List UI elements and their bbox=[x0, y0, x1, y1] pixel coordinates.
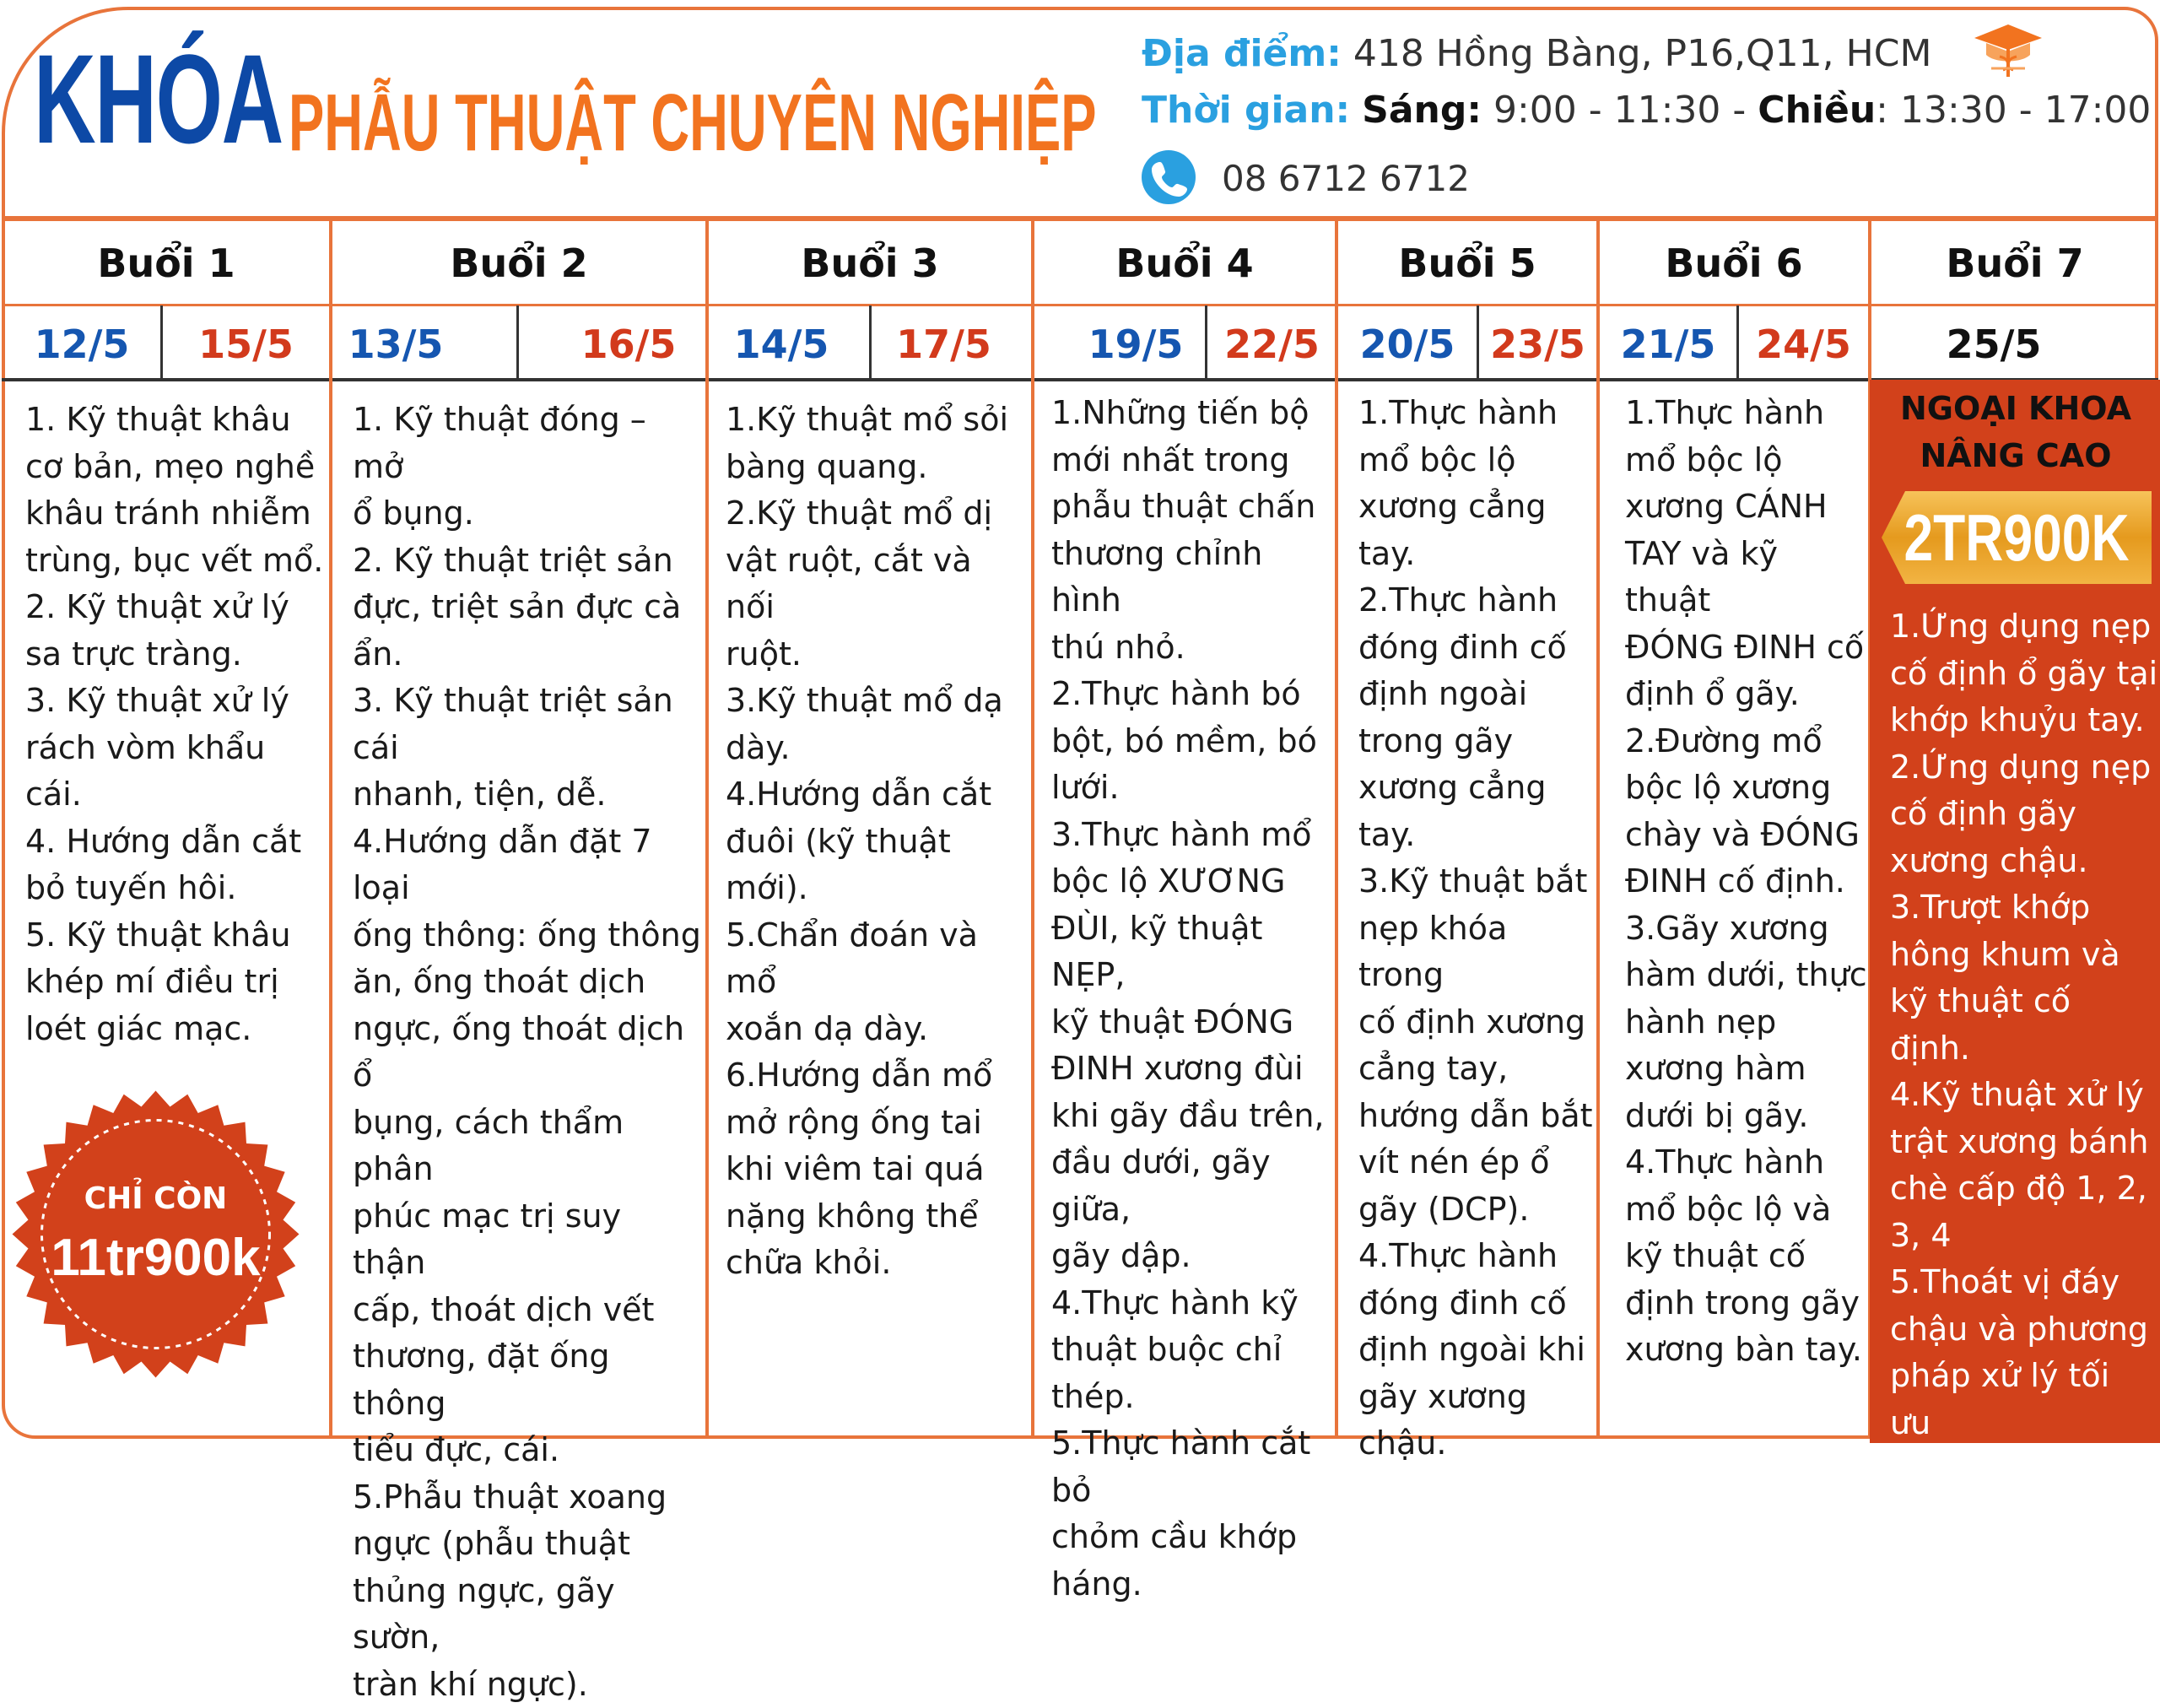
session-1-header: Buổi 1 bbox=[97, 241, 235, 286]
phone-icon[interactable] bbox=[1142, 150, 1196, 204]
column-divider bbox=[329, 218, 332, 1439]
phone-number[interactable]: 08 6712 6712 bbox=[1222, 158, 1470, 199]
location-value: 418 Hồng Bàng, P16,Q11, HCM bbox=[1353, 32, 1932, 75]
location-line bbox=[1142, 32, 1931, 75]
session-4-date-a: 19/5 bbox=[1088, 322, 1184, 367]
session-6-date-b: 24/5 bbox=[1756, 322, 1851, 367]
session-7-content: 1.Ứng dụng nẹp cố định ổ gãy tại khớp khuỷu tay. 2.Ứng dụng nẹp cố định gãy xương chậu. 3.Trượt khớp hông khum và kỹ thuật cố định. 4.Kỹ thuật xử lý trật xương bánh chè cấp độ 1, 2, 3, 4 5.Thoát vị đáy chậu và phương pháp xử lý tối ưu bbox=[1890, 608, 2158, 1441]
session-5-header: Buổi 5 bbox=[1398, 241, 1536, 286]
session-7-date: 25/5 bbox=[1946, 322, 2042, 367]
date-divider bbox=[516, 305, 519, 380]
location-label: Địa điểm: bbox=[1142, 32, 1342, 75]
session-4-content: 1.Những tiến bộ mới nhất trong phẫu thuật chấn thương chỉnh hình thú nhỏ. 2.Thực hành bó bột, bó mềm, bó lưới. 3.Thực hành mổ bộc lộ XƯƠNG ĐÙI, kỹ thuật NẸP, kỹ thuật ĐÓNG ĐINH xương đùi khi gãy đầu trên, đầu dưới, gãy giữa, gãy dập. 4.Thực hành kỹ thuật buộc chỉ thép. 5.Thực hành cắt bỏ chỏm cầu khớp háng. bbox=[1051, 394, 1325, 1603]
session-5-date-a: 20/5 bbox=[1359, 322, 1455, 367]
session-1-date-a: 12/5 bbox=[34, 322, 130, 367]
afternoon-label: Chiều bbox=[1758, 89, 1876, 132]
column-divider bbox=[1596, 218, 1600, 1439]
advanced-surgery-title: NGOẠI KHOA NÂNG CAO bbox=[1899, 390, 2131, 474]
session-2-content: 1. Kỹ thuật đóng – mở ổ bụng. 2. Kỹ thuật triệt sản đực, triệt sản đực cà ẩn. 3. Kỹ thuật triệt sản cái nhanh, tiện, dễ. 4.Hướng dẫn đặt 7 loại ống thông: ống thông ăn, ống thoát dịch ngực, ống thoát dịch ổ bụng, cách thẩm phân phúc mạc trị suy thận cấp, thoát dịch vết thương, đặt ống thông tiểu đực, cái. 5.Phẫu thuật xoang ngực (phẫu thuật thủng ngực, gãy sườn, tràn khí ngực). bbox=[353, 401, 701, 1703]
session-4-header: Buổi 4 bbox=[1115, 241, 1254, 286]
session-3-header: Buổi 3 bbox=[801, 241, 939, 286]
badge-label: CHỈ CÒN bbox=[84, 1181, 228, 1216]
column-divider bbox=[705, 218, 709, 1439]
morning-label: Sáng: bbox=[1362, 89, 1482, 132]
afternoon-value: : 13:30 - 17:00 bbox=[1876, 89, 2152, 132]
session-3-date-a: 14/5 bbox=[733, 322, 829, 367]
session-1-content: 1. Kỹ thuật khâu cơ bản, mẹo nghề khâu tránh nhiễm trùng, bục vết mổ. 2. Kỹ thuật xử lý sa trực tràng. 3. Kỹ thuật xử lý rách vòm khẩu cái. 4. Hướng dẫn cắt bỏ tuyến hôi. 5. Kỹ thuật khâu khép mí điều trị loét giác mạc. bbox=[25, 401, 324, 1047]
session-5-date-b: 23/5 bbox=[1490, 322, 1585, 367]
time-label: Thời gian: bbox=[1142, 89, 1351, 132]
session-5-content: 1.Thực hành mổ bộc lộ xương cẳng tay. 2.Thực hành đóng đinh cố định ngoài trong gãy xương cẳng tay. 3.Kỹ thuật bắt nẹp khóa trong cố định xương cẳng tay, hướng dẫn bắt vít nén ép ổ gãy (DCP). 4.Thực hành đóng đinh cố định ngoài khi gãy xương chậu. bbox=[1358, 394, 1593, 1462]
session-1-date-b: 15/5 bbox=[198, 322, 294, 367]
session-7-header: Buổi 7 bbox=[1946, 241, 2084, 286]
session-6-date-a: 21/5 bbox=[1620, 322, 1716, 367]
session-2-header: Buổi 2 bbox=[450, 241, 588, 286]
session-6-content: 1.Thực hành mổ bộc lộ xương CÁNH TAY và kỹ thuật ĐÓNG ĐINH cố định ổ gãy. 2.Đường mổ bộc lộ xương chày và ĐÓNG ĐINH cố định. 3.Gãy xương hàm dưới, thực hành nẹp xương hàm dưới bị gãy. 4.Thực hành mổ bộc lộ và kỹ thuật cố định trong gãy xương bàn tay. bbox=[1625, 394, 1867, 1368]
badge-price: 11tr900k bbox=[51, 1229, 261, 1287]
session-2-date-b: 16/5 bbox=[580, 322, 677, 367]
session-2-date-a: 13/5 bbox=[348, 322, 444, 367]
time-line bbox=[1142, 89, 2151, 132]
morning-value: 9:00 - 11:30 - bbox=[1493, 89, 1747, 132]
advanced-surgery-price: 2TR900K bbox=[1904, 500, 2130, 575]
session-4-date-b: 22/5 bbox=[1224, 322, 1320, 367]
title-khoa: KHÓA bbox=[34, 28, 283, 170]
column-divider bbox=[1335, 218, 1338, 1439]
session-6-header: Buổi 6 bbox=[1665, 241, 1803, 286]
session-3-date-b: 17/5 bbox=[896, 322, 991, 367]
column-divider bbox=[1031, 218, 1034, 1439]
graduation-cap-caduceus-icon bbox=[1971, 21, 2045, 80]
session-3-content: 1.Kỹ thuật mổ sỏi bàng quang. 2.Kỹ thuật mổ dị vật ruột, cắt và nối ruột. 3.Kỹ thuật mổ dạ dày. 4.Hướng dẫn cắt đuôi (kỹ thuật mới). 5.Chẩn đoán và mổ xoắn dạ dày. 6.Hướng dẫn mổ mở rộng ống tai khi viêm tai quá nặng không thể chữa khỏi. bbox=[726, 401, 1009, 1281]
title-course-name: PHẪU THUẬT CHUYÊN NGHIỆP bbox=[289, 78, 1097, 168]
